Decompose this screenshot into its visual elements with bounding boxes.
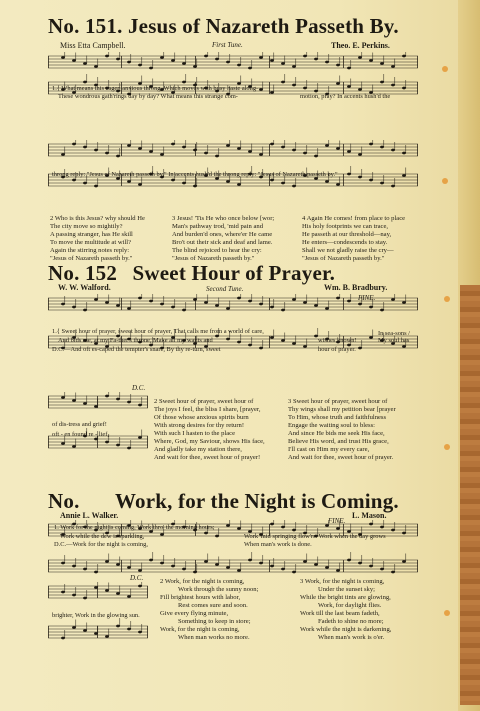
hymn-151-lyric-4: throng reply: "Jesus of Nazareth passeth by." In accents hush'd the throng reply: "Jesus of Nazareth passeth by." — [52, 171, 338, 178]
note-head — [171, 179, 175, 182]
note-head — [116, 444, 120, 447]
note-head — [105, 441, 109, 444]
note-head — [215, 155, 219, 158]
note-head — [61, 396, 65, 399]
hymn-153-verse-3: 3 Work, for the night is coming, Under the sunset sky; While the bright tints are glowing, Work, for daylight flies. Work till the last beam fadeth, Fadeth to shine no more; Work while the night is darkening, When man's work is o'er. — [300, 578, 392, 642]
note-head — [160, 562, 164, 565]
note-head — [259, 88, 263, 91]
note-head — [83, 182, 87, 185]
note-head — [347, 150, 351, 153]
note-head — [105, 589, 109, 592]
note-head — [237, 147, 241, 150]
note-head — [237, 569, 241, 572]
note-head — [237, 64, 241, 67]
note-head — [237, 183, 241, 186]
note-head — [391, 149, 395, 152]
note-head — [61, 303, 65, 306]
note-head — [72, 143, 76, 146]
note-head — [347, 300, 351, 303]
hymn-152-verse-2: 2 Sweet hour of prayer, sweet hour of The joys I feel, the bliss I share, [prayer, Of those whose anxious spirits burn With strong desires for thy return! With such I hasten to the place Where, God, my Saviour, shows His face, And gladly take my station there, And wait for thee, sweet hour of prayer! — [154, 398, 265, 462]
binding-hole — [444, 296, 450, 302]
note-head — [182, 62, 186, 65]
hymn-152-lyric-side: In sea-sons / My soul has — [378, 330, 410, 345]
note-head — [215, 535, 219, 538]
note-head — [358, 153, 362, 156]
hymn-151-composer: Theo. E. Perkins. — [331, 41, 390, 50]
note-head — [270, 523, 274, 526]
note-head — [303, 87, 307, 90]
note-head — [204, 560, 208, 563]
note-head — [292, 529, 296, 532]
note-head — [61, 153, 65, 156]
note-head — [248, 300, 252, 303]
note-head — [292, 65, 296, 68]
hymn-153-lyric-2: Work while the dew is sparkling, — [60, 533, 145, 540]
note-head — [270, 91, 274, 94]
note-head — [281, 146, 285, 149]
note-head — [127, 61, 131, 64]
note-head — [270, 565, 274, 568]
note-head — [358, 347, 362, 350]
note-head — [391, 84, 395, 87]
note-head — [281, 309, 285, 312]
note-head — [259, 562, 263, 565]
note-head — [270, 143, 274, 146]
note-head — [226, 307, 230, 310]
note-head — [248, 150, 252, 153]
note-head — [259, 153, 263, 156]
note-head — [226, 524, 230, 527]
hymn-151-verse-2: 2 Who is this Jesus? why should He The city move so mightily? A passing stranger, has He skill To move the multitude at will? Again the stirring notes reply: "Jesus of Nazareth passeth by." — [50, 215, 145, 263]
note-head — [303, 560, 307, 563]
note-head — [149, 67, 153, 70]
note-head — [61, 442, 65, 445]
hymn-151-lyric-2: These wondrous gath'rings day by day? What means this strange com- — [58, 93, 238, 100]
note-head — [402, 55, 406, 58]
note-head — [270, 179, 274, 182]
note-head — [127, 180, 131, 183]
note-head — [259, 56, 263, 59]
hymn-153-number: No. — [48, 489, 80, 513]
note-head — [336, 64, 340, 67]
note-head — [127, 447, 131, 450]
note-head — [116, 155, 120, 158]
note-head — [281, 339, 285, 342]
note-head — [314, 90, 318, 93]
note-head — [83, 146, 87, 149]
note-head — [281, 81, 285, 84]
hymn-153-lyric-small: brighter, Work in the glowing sun. — [52, 612, 140, 619]
note-head — [61, 56, 65, 59]
note-head — [347, 559, 351, 562]
hymn-153-lyric-2b: Work 'mid springing flow'rs. Work when the day grows — [244, 533, 386, 540]
note-head — [369, 523, 373, 526]
note-head — [182, 182, 186, 185]
note-head — [402, 532, 406, 535]
note-head — [72, 594, 76, 597]
note-head — [94, 632, 98, 635]
hymn-151-lyric-3: motion, pray? In accents hush'd the — [300, 93, 391, 100]
note-head — [336, 82, 340, 85]
note-head — [226, 338, 230, 341]
note-head — [292, 571, 296, 574]
note-head — [380, 309, 384, 312]
note-head — [94, 65, 98, 68]
note-head — [303, 152, 307, 155]
note-head — [138, 297, 142, 300]
note-head — [94, 185, 98, 188]
note-head — [116, 58, 120, 61]
note-head — [259, 303, 263, 306]
note-head — [171, 59, 175, 62]
note-head — [369, 306, 373, 309]
note-head — [380, 62, 384, 65]
note-head — [380, 526, 384, 529]
hymn-152-number: No. 152 — [48, 261, 118, 285]
hymn-151-lyric-1: 1.{ What means this eager, anxious throng, Which moves with busy haste along- — [52, 85, 259, 92]
note-head — [72, 59, 76, 62]
note-head — [292, 185, 296, 188]
note-head — [391, 571, 395, 574]
note-head — [160, 56, 164, 59]
note-head — [105, 152, 109, 155]
note-head — [248, 344, 252, 347]
note-head — [61, 637, 65, 640]
note-head — [325, 566, 329, 569]
binding-hole — [444, 610, 450, 616]
hymn-153-author: Annie L. Walker. — [60, 511, 119, 520]
note-head — [182, 568, 186, 571]
note-head — [72, 626, 76, 629]
note-head — [61, 562, 65, 565]
note-head — [358, 176, 362, 179]
note-head — [105, 635, 109, 638]
note-head — [105, 560, 109, 563]
note-head — [94, 586, 98, 589]
note-head — [193, 65, 197, 68]
note-head — [83, 402, 87, 405]
note-head — [193, 571, 197, 574]
note-head — [116, 304, 120, 307]
hymn-152-lyric-small-1: of dis-tress and grief! — [52, 421, 107, 428]
note-head — [160, 533, 164, 536]
note-head — [215, 58, 219, 61]
note-head — [138, 183, 142, 186]
hymn-152-author: W. W. Walford. — [58, 283, 111, 292]
hymn-152-lyric-3: D.C.—And oft es-caped the tempter's snare, By thy re-turn, sweet — [52, 346, 221, 353]
note-head — [127, 401, 131, 404]
note-head — [347, 67, 351, 70]
note-head — [369, 179, 373, 182]
note-head — [105, 55, 109, 58]
note-head — [281, 568, 285, 571]
hymn-152-title: Sweet Hour of Prayer. — [132, 261, 336, 285]
note-head — [193, 149, 197, 152]
note-head — [193, 298, 197, 301]
note-head — [94, 571, 98, 574]
note-head — [237, 341, 241, 344]
note-head — [171, 143, 175, 146]
note-head — [149, 300, 153, 303]
note-head — [336, 527, 340, 530]
note-head — [358, 562, 362, 565]
note-head — [226, 144, 230, 147]
hymn-152-fine: FINE. — [358, 294, 376, 302]
note-head — [270, 306, 274, 309]
note-head — [226, 566, 230, 569]
note-head — [358, 88, 362, 91]
note-head — [149, 559, 153, 562]
note-head — [171, 306, 175, 309]
hymn-151-verse-4: 4 Again He comes! from place to place His holy footprints we can trace, He passeth at our threshold—nay, He enters—condescends to stay. Shall we not gladly raise the cry— "Jesus of Nazareth passeth by." — [302, 215, 406, 263]
note-head — [94, 298, 98, 301]
hymn-151-author: Miss Etta Campbell. — [60, 41, 126, 50]
note-head — [358, 303, 362, 306]
hymn-153-lyric-1: 1. Work for the night is coming, Work thro' the morning hours; — [54, 524, 215, 531]
note-head — [369, 565, 373, 568]
note-head — [204, 301, 208, 304]
hymn-152-lyric-small-2: oft - en found re - lief, — [52, 431, 109, 438]
note-head — [138, 64, 142, 67]
note-head — [72, 565, 76, 568]
note-head — [325, 144, 329, 147]
wooden-surface — [460, 285, 480, 705]
note-head — [292, 149, 296, 152]
note-head — [314, 155, 318, 158]
note-head — [193, 185, 197, 188]
note-head — [369, 143, 373, 146]
note-head — [182, 146, 186, 149]
hymn-151-heading — [48, 14, 399, 39]
note-head — [182, 309, 186, 312]
note-head — [270, 336, 274, 339]
note-head — [303, 55, 307, 58]
note-head — [204, 152, 208, 155]
hymn-152-lyric-2b: wishes known! — [318, 337, 357, 344]
note-head — [292, 342, 296, 345]
note-head — [127, 144, 131, 147]
note-head — [402, 152, 406, 155]
note-head — [83, 568, 87, 571]
note-head — [138, 147, 142, 150]
note-head — [347, 85, 351, 88]
note-head — [391, 298, 395, 301]
note-head — [149, 150, 153, 153]
hymn-152-composer: Wm. B. Bradbury. — [324, 283, 388, 292]
note-head — [215, 304, 219, 307]
note-head — [105, 301, 109, 304]
note-head — [391, 529, 395, 532]
note-head — [380, 146, 384, 149]
note-head — [127, 628, 131, 631]
note-head — [237, 527, 241, 530]
hymn-153-lyric-3b: When man's work is done. — [244, 541, 312, 548]
note-head — [369, 336, 373, 339]
note-head — [402, 87, 406, 90]
note-head — [281, 526, 285, 529]
note-head — [259, 347, 263, 350]
note-head — [314, 304, 318, 307]
note-head — [72, 179, 76, 182]
note-head — [116, 592, 120, 595]
note-head — [336, 297, 340, 300]
hymn-151-verse-3: 3 Jesus! 'Tis He who once below [wor; Man's pathway trod, 'mid pain and And burden'd ones, where'er He came Bro't out their sick and deaf and lame. The blind rejoiced to hear the cry: "Jesus of Nazareth passeth by." — [172, 215, 275, 263]
note-head — [248, 559, 252, 562]
note-head — [127, 595, 131, 598]
note-head — [402, 560, 406, 563]
note-head — [347, 173, 351, 176]
note-head — [94, 405, 98, 408]
note-head — [204, 532, 208, 535]
note-head — [138, 631, 142, 634]
hymn-152-lyric-2: And bids me, at my Fa-ther's throne, Make all my wants and — [58, 337, 213, 344]
note-head — [380, 81, 384, 84]
note-head — [61, 591, 65, 594]
hymn-151-number: No. 151. — [48, 14, 123, 38]
note-head — [160, 303, 164, 306]
note-head — [83, 81, 87, 84]
note-head — [336, 569, 340, 572]
hymn-151-staff-2 — [48, 140, 418, 200]
note-head — [72, 399, 76, 402]
note-head — [138, 585, 142, 588]
hymn-153-dc: D.C. — [130, 574, 144, 582]
binding-hole — [442, 178, 448, 184]
note-head — [160, 153, 164, 156]
note-head — [380, 182, 384, 185]
note-head — [105, 395, 109, 398]
note-head — [83, 597, 87, 600]
note-head — [83, 62, 87, 65]
note-head — [248, 67, 252, 70]
note-head — [391, 65, 395, 68]
note-head — [270, 59, 274, 62]
note-head — [116, 563, 120, 566]
note-head — [182, 81, 186, 84]
note-head — [94, 149, 98, 152]
note-head — [127, 307, 131, 310]
note-head — [116, 398, 120, 401]
note-head — [138, 404, 142, 407]
binding-hole — [444, 444, 450, 450]
note-head — [83, 629, 87, 632]
hymn-151-title: Jesus of Nazareth Passeth By. — [127, 14, 399, 38]
note-head — [215, 563, 219, 566]
hymn-153-composer: L. Mason. — [352, 511, 387, 520]
note-head — [314, 58, 318, 61]
note-head — [336, 183, 340, 186]
note-head — [402, 345, 406, 348]
note-head — [303, 345, 307, 348]
note-head — [314, 563, 318, 566]
hymn-152-dc: D.C. — [132, 384, 146, 392]
note-head — [391, 185, 395, 188]
hymn-152-lyric-1: 1.{ Sweet hour of prayer, sweet hour of prayer, That calls me from a world of care, — [52, 328, 264, 335]
note-head — [127, 566, 131, 569]
note-head — [380, 568, 384, 571]
hymn-153-title: Work, for the Night is Coming. — [114, 489, 399, 513]
note-head — [226, 180, 230, 183]
note-head — [402, 301, 406, 304]
binding-hole — [442, 66, 448, 72]
note-head — [358, 56, 362, 59]
note-head — [138, 436, 142, 439]
note-head — [171, 565, 175, 568]
note-head — [83, 309, 87, 312]
note-head — [281, 182, 285, 185]
note-head — [325, 307, 329, 310]
hymn-151-tune: First Tune. — [212, 41, 243, 49]
note-head — [281, 62, 285, 65]
note-head — [237, 297, 241, 300]
hymn-152-lyric-3b: hour of prayer. — [318, 346, 356, 353]
note-head — [369, 59, 373, 62]
note-head — [325, 180, 329, 183]
note-head — [336, 147, 340, 150]
note-head — [226, 61, 230, 64]
hymn-153-fine: FINE. — [328, 517, 346, 525]
hymn-153-lyric-3: D.C.—Work for the night is coming, — [54, 541, 148, 548]
note-head — [72, 445, 76, 448]
hymn-153-verse-2: 2 Work, for the night is coming, Work through the sunny noon; Fill brightest hours with labor, Rest comes sure and soon. Give every flying minute, Something to keep in store; Work, for the night is coming, When man works no more. — [160, 578, 259, 642]
hymn-152-tune: Second Tune. — [206, 285, 244, 293]
note-head — [325, 61, 329, 64]
note-head — [292, 84, 296, 87]
note-head — [138, 569, 142, 572]
hymn-152-verse-3: 3 Sweet hour of prayer, sweet hour of Thy wings shall my petition bear [prayer To Him, whose truth and faithfulness Engage the waiting soul to bless: And since He bids me seek His face, Believe His word, and trust His grace, I'll cast on Him my every care, And wait for thee, sweet hour of prayer. — [288, 398, 396, 462]
note-head — [402, 174, 406, 177]
note-head — [204, 55, 208, 58]
note-head — [292, 298, 296, 301]
note-head — [303, 301, 307, 304]
note-head — [72, 306, 76, 309]
hymn-153-staff-2 — [48, 582, 148, 662]
note-head — [116, 625, 120, 628]
note-head — [325, 524, 329, 527]
